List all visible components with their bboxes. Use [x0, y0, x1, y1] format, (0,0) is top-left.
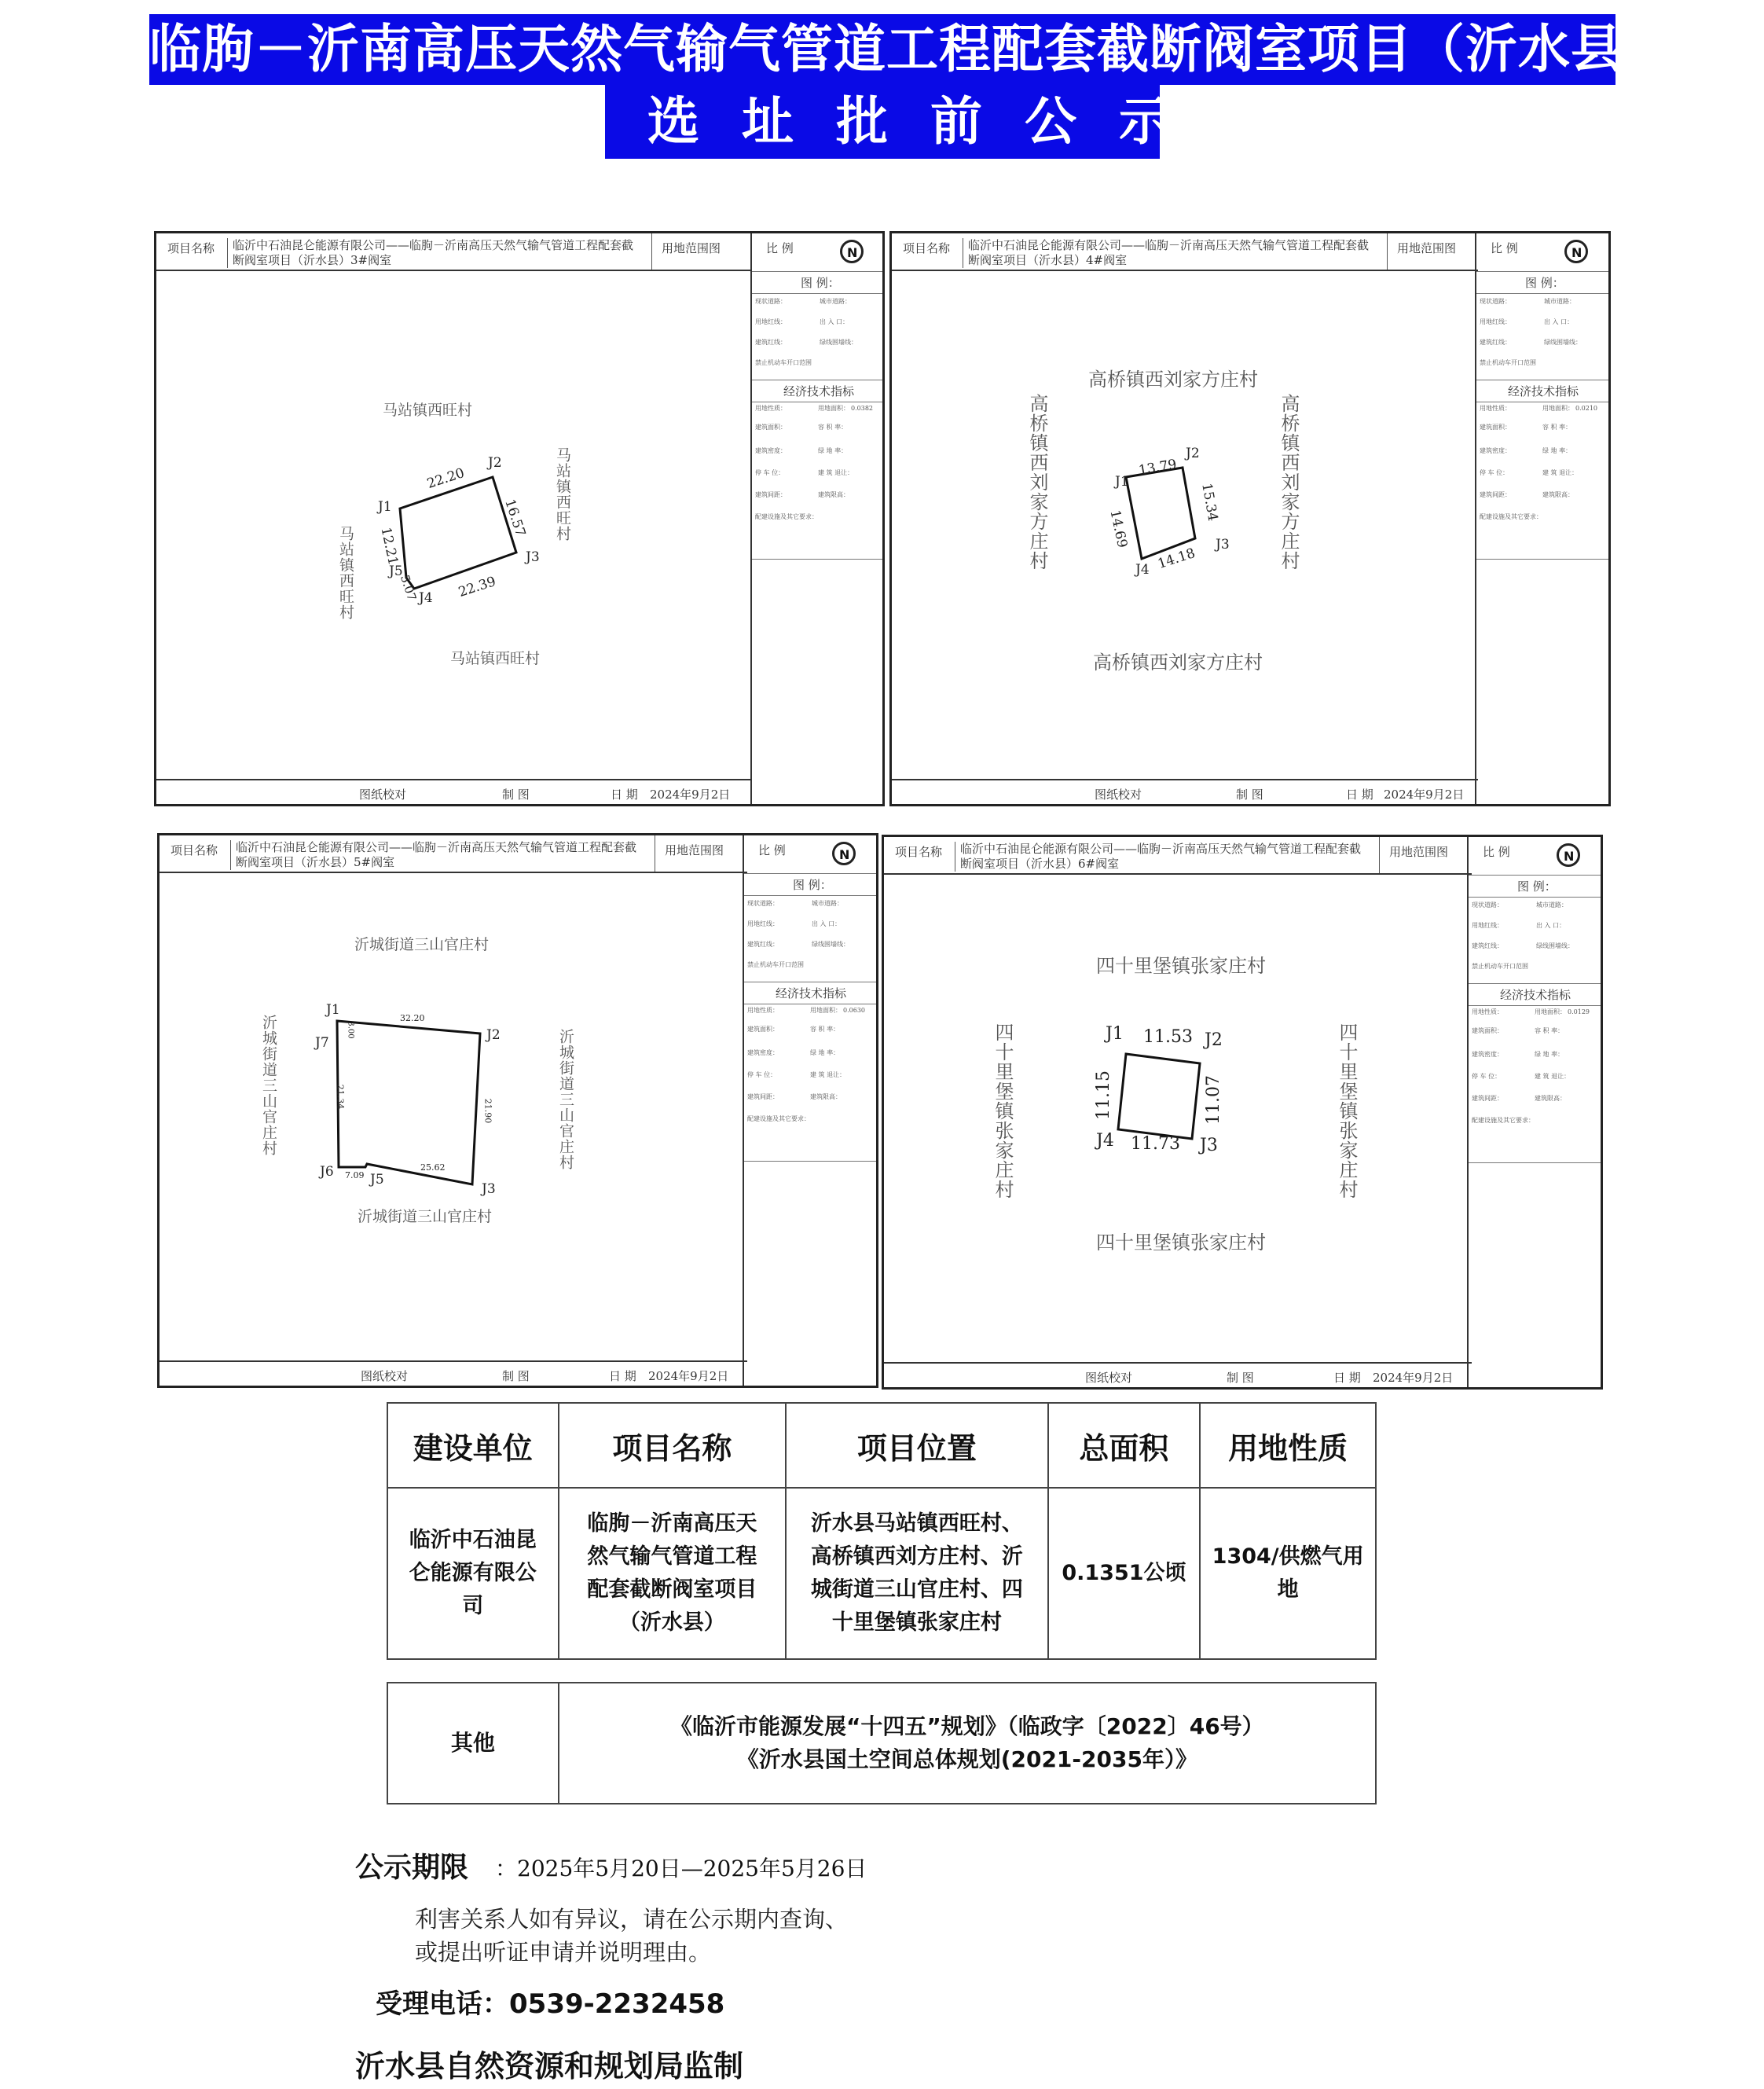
- drawing-kind: 用地范围图: [651, 233, 721, 270]
- village-label-right: 马站镇西旺村: [554, 447, 571, 542]
- site-plot: [156, 271, 752, 782]
- sheet-header: [884, 837, 1472, 875]
- north-arrow-icon: [1557, 843, 1580, 867]
- land-use-value: 1304/供燃气用地: [1200, 1488, 1376, 1659]
- edge-length: 13.79: [1137, 456, 1179, 479]
- project-text: 临朐－沂南高压天然气输气管道工程配套截断阀室项目（沂水县）: [587, 1511, 757, 1635]
- sheet-sidebar: [1467, 837, 1601, 1387]
- parcel-boundary: [884, 875, 1472, 1365]
- legend-key: 图 例：: [801, 276, 840, 290]
- point-label: J2: [486, 1027, 501, 1043]
- point-label: J4: [419, 590, 433, 606]
- sheet-project-name: 临沂中石油昆仑能源有限公司——临朐－沂南高压天然气输气管道工程配套截断阀室项目（沂水县）6#阀室: [955, 842, 1369, 872]
- village-label-bottom: 沂城街道三山官庄村: [358, 1208, 493, 1225]
- date-value: 2024年9月2日: [1373, 1371, 1454, 1385]
- indicator-item: 建筑面积：: [755, 424, 787, 431]
- legend-item: 禁止机动车开口范围: [1472, 963, 1528, 970]
- legend-item: 建筑红线：: [1472, 942, 1503, 949]
- sheet-footer: [156, 779, 752, 804]
- legend-item: 绿线围墙线：: [1544, 339, 1582, 346]
- legend-item: 出 入 口：: [1544, 318, 1574, 325]
- area-value: 0.0630: [843, 1007, 865, 1014]
- village-label-top: 沂城街道三山官庄村: [354, 936, 490, 953]
- village-label-right: 四十里堡镇张家庄村: [1336, 1022, 1358, 1199]
- edge-length: 11.73: [1131, 1134, 1180, 1154]
- date-value: 2024年9月2日: [650, 788, 731, 802]
- indicator-item: 建筑面积：: [1472, 1027, 1503, 1034]
- indicator-item: 停 车 位：: [747, 1071, 777, 1078]
- sheet-header: [892, 233, 1478, 271]
- legend-item: 现状道路：: [747, 900, 779, 907]
- edge-length: 15.34: [1198, 482, 1221, 523]
- village-label-bottom: 四十里堡镇张家庄村: [1096, 1232, 1266, 1254]
- legend-key: 图 例：: [1525, 276, 1564, 290]
- sheet-sidebar: [750, 233, 882, 804]
- point-label: J7: [315, 1035, 329, 1051]
- area-value: 0.0382: [851, 405, 873, 412]
- header-builder: 建设单位: [387, 1403, 559, 1488]
- village-label-right: 高桥镇西刘家方庄村: [1278, 394, 1300, 571]
- point-label: J3: [482, 1181, 496, 1197]
- draw-key: 制 图: [1227, 1371, 1254, 1385]
- map-sheet-5: [157, 833, 878, 1388]
- indicator-item: 建筑密度：: [755, 447, 787, 454]
- indicator-item: 建 筑 退让：: [1542, 469, 1579, 476]
- indicator-item: 用地面积：: [810, 1007, 842, 1014]
- other-label: 其他: [387, 1683, 559, 1804]
- edge-length: 11.07: [1203, 1075, 1223, 1125]
- edge-length: 12.21: [377, 526, 402, 567]
- date-value: 2024年9月2日: [648, 1369, 729, 1383]
- indicator-item: 配建设施及其它要求：: [755, 513, 818, 520]
- point-label: J3: [1216, 537, 1230, 553]
- indicator-item: 建筑面积：: [747, 1026, 779, 1033]
- legend-item: 现状道路：: [1472, 901, 1503, 909]
- notice-subtitle: 选址批前公示: [605, 85, 1160, 159]
- check-key: 图纸校对: [361, 1369, 409, 1383]
- legend-item: 城市道路：: [1536, 901, 1568, 909]
- draw-key: 制 图: [502, 1369, 530, 1383]
- point-label: J5: [370, 1172, 384, 1188]
- indicator-item: 建筑限高：: [1542, 491, 1574, 498]
- project-name-key: 项目名称: [171, 843, 218, 857]
- period-value: ：2025年5月20日—2025年5月26日: [495, 1856, 867, 1882]
- legend-item: 建筑红线：: [755, 339, 787, 346]
- indicator-item: 绿 地 率：: [810, 1049, 840, 1056]
- sheet-header: [156, 233, 752, 271]
- indicator-item: 建筑间距：: [1480, 491, 1511, 498]
- point-label: J6: [320, 1164, 334, 1180]
- legend-item: 禁止机动车开口范围: [755, 359, 812, 366]
- header-area: 总面积: [1048, 1403, 1201, 1488]
- builder-text: 临沂中石油昆仑能源有限公司: [409, 1528, 537, 1618]
- legend-item: 绿线围墙线：: [1536, 942, 1574, 949]
- edge-length: 14.69: [1106, 508, 1131, 549]
- indicator-item: 容 积 率：: [810, 1026, 840, 1033]
- basis-line-1: 《临沂市能源发展“十四五”规划》（临政字〔2022〕46号）: [669, 1713, 1264, 1739]
- location-text: 沂水县马站镇西旺村、高桥镇西刘方庄村、沂城街道三山官庄村、四十里堡镇张家庄村: [810, 1511, 1023, 1635]
- village-label-bottom: 马站镇西旺村: [450, 650, 541, 667]
- legend-item: 出 入 口：: [820, 318, 849, 325]
- project-value: [559, 1488, 787, 1659]
- edge-length: 14.18: [1156, 545, 1197, 573]
- draw-key: 制 图: [1236, 788, 1263, 802]
- edge-length: 3.00: [346, 1021, 355, 1039]
- point-label: J2: [1186, 446, 1200, 461]
- objection-text-2: 或提出听证申请并说明理由。: [415, 1939, 712, 1966]
- village-label-left: 马站镇西旺村: [337, 526, 354, 620]
- legend-item: 城市道路：: [1544, 298, 1575, 305]
- date-key: 日 期: [611, 788, 638, 802]
- edge-length: 22.20: [425, 464, 467, 493]
- indicators-key: 经济技术指标: [1508, 384, 1579, 398]
- indicator-item: 绿 地 率：: [1542, 447, 1572, 454]
- other-basis-table: [387, 1682, 1377, 1804]
- edge-length: 21.34: [335, 1084, 346, 1110]
- point-label: J2: [488, 455, 502, 471]
- period-label: 公示期限: [355, 1852, 469, 1884]
- edge-length: 21.90: [482, 1098, 493, 1124]
- indicator-item: 建 筑 退让：: [818, 469, 854, 476]
- drawing-kind: 用地范围图: [655, 835, 724, 872]
- indicators-key: 经济技术指标: [783, 384, 855, 398]
- indicator-item: 容 积 率：: [818, 424, 848, 431]
- header-land-use: 用地性质: [1200, 1403, 1376, 1488]
- sheet-project-name: 临沂中石油昆仑能源有限公司——临朐－沂南高压天然气输气管道工程配套截断阀室项目（沂水县）4#阀室: [963, 238, 1377, 268]
- legend-item: 禁止机动车开口范围: [1480, 359, 1536, 366]
- indicator-item: 停 车 位：: [755, 469, 785, 476]
- contact-phone: 受理电话：0539-2232458: [376, 1988, 725, 2020]
- point-label: J1: [378, 499, 392, 515]
- edge-length: 25.62: [420, 1162, 446, 1173]
- legend-key: 图 例：: [1517, 879, 1557, 894]
- edge-length: 16.57: [501, 497, 529, 539]
- north-arrow-icon: [1564, 240, 1588, 263]
- date-key: 日 期: [1346, 788, 1373, 802]
- sheet-footer: [892, 779, 1478, 804]
- indicator-item: 容 积 率：: [1542, 424, 1572, 431]
- project-name-key: 项目名称: [903, 241, 951, 255]
- date-key: 日 期: [1333, 1371, 1361, 1385]
- indicators-key: 经济技术指标: [1500, 988, 1571, 1002]
- indicator-item: 用地面积：: [818, 405, 849, 412]
- drawing-kind: 用地范围图: [1387, 233, 1456, 270]
- check-key: 图纸校对: [1085, 1371, 1133, 1385]
- basis-line-2: 《沂水县国土空间总体规划(2021-2035年）》: [736, 1746, 1197, 1772]
- legend-item: 用地红线：: [747, 920, 779, 927]
- sheet-sidebar: [1475, 233, 1608, 804]
- point-label: J1: [1106, 1024, 1124, 1044]
- indicator-item: 容 积 率：: [1535, 1027, 1564, 1034]
- header-location: 项目位置: [786, 1403, 1047, 1488]
- map-sheet-3: [154, 231, 885, 806]
- village-label-left: 沂城街道三山官庄村: [260, 1015, 277, 1156]
- legend-item: 城市道路：: [820, 298, 851, 305]
- legend-item: 用地红线：: [1480, 318, 1511, 325]
- legend-item: 绿线围墙线：: [812, 941, 849, 948]
- village-label-top: 马站镇西旺村: [383, 402, 473, 419]
- indicator-item: 绿 地 率：: [818, 447, 848, 454]
- sheet-project-name: 临沂中石油昆仑能源有限公司——临朐－沂南高压天然气输气管道工程配套截断阀室项目（沂水县）3#阀室: [227, 238, 641, 268]
- indicators-key: 经济技术指标: [776, 986, 847, 1000]
- north-arrow-icon: [840, 240, 864, 263]
- legend-item: 建筑红线：: [747, 941, 779, 948]
- indicator-item: 建筑限高：: [810, 1093, 842, 1100]
- location-value: [786, 1488, 1047, 1659]
- indicator-item: 建筑密度：: [1472, 1051, 1503, 1058]
- village-label-bottom: 高桥镇西刘家方庄村: [1093, 652, 1263, 674]
- map-sheet-6: [882, 835, 1603, 1390]
- edge-length: 32.20: [400, 1013, 425, 1023]
- edge-length: 22.39: [457, 573, 498, 601]
- check-key: 图纸校对: [1095, 788, 1142, 802]
- scale-key: 比 例: [1491, 241, 1518, 255]
- indicator-item: 建筑限高：: [1535, 1095, 1566, 1102]
- parcel-boundary: [892, 271, 1478, 782]
- point-label: J3: [526, 549, 540, 565]
- project-info-table: [387, 1402, 1377, 1660]
- point-label: J5: [389, 564, 403, 579]
- indicator-item: 建筑密度：: [747, 1049, 779, 1056]
- site-plot: [884, 875, 1472, 1365]
- indicator-item: 用地面积：: [1535, 1008, 1566, 1015]
- legend-item: 用地红线：: [1472, 922, 1503, 929]
- legend-item: 出 入 口：: [1536, 922, 1566, 929]
- legend-item: 现状道路：: [755, 298, 787, 305]
- indicator-item: 建 筑 退让：: [810, 1071, 846, 1078]
- point-label: J1: [326, 1002, 340, 1018]
- indicator-item: 建筑间距：: [755, 491, 787, 498]
- point-label: J1: [1115, 474, 1129, 490]
- indicator-item: 配建设施及其它要求：: [1480, 513, 1542, 520]
- indicator-item: 用地性质：: [1472, 1008, 1503, 1015]
- indicator-item: 建筑面积：: [1480, 424, 1511, 431]
- indicator-item: 绿 地 率：: [1535, 1051, 1564, 1058]
- indicator-item: 用地性质：: [755, 405, 787, 412]
- indicator-item: 建筑间距：: [1472, 1095, 1503, 1102]
- north-arrow-icon: [832, 842, 856, 865]
- sheet-header: [160, 835, 747, 873]
- notice-title: 临朐－沂南高压天然气输气管道工程配套截断阀室项目（沂水县）: [149, 14, 1615, 85]
- builder-value: [387, 1488, 559, 1659]
- area-value: 0.1351公顷: [1048, 1488, 1201, 1659]
- indicator-item: 用地面积：: [1542, 405, 1574, 412]
- village-label-left: 高桥镇西刘家方庄村: [1026, 394, 1048, 571]
- sheet-footer: [884, 1362, 1472, 1387]
- edge-length: 11.15: [1093, 1070, 1113, 1120]
- area-value: 0.0129: [1568, 1008, 1590, 1015]
- scale-key: 比 例: [766, 241, 794, 255]
- other-basis: [559, 1683, 1376, 1804]
- area-value: 0.0210: [1575, 405, 1597, 412]
- indicator-item: 用地性质：: [1480, 405, 1511, 412]
- legend-item: 现状道路：: [1480, 298, 1511, 305]
- point-label: J4: [1135, 562, 1150, 578]
- indicator-item: 停 车 位：: [1472, 1073, 1502, 1080]
- drawing-kind: 用地范围图: [1379, 837, 1448, 873]
- project-name-key: 项目名称: [167, 241, 215, 255]
- edge-length: 7.09: [345, 1170, 365, 1180]
- village-label-right: 沂城街道三山官庄村: [557, 1029, 574, 1170]
- legend-item: 禁止机动车开口范围: [747, 961, 804, 968]
- legend-item: 城市道路：: [812, 900, 843, 907]
- village-label-top: 四十里堡镇张家庄村: [1096, 955, 1266, 977]
- header-project: 项目名称: [559, 1403, 787, 1488]
- indicator-item: 建 筑 退让：: [1535, 1073, 1571, 1080]
- site-plot: [892, 271, 1478, 782]
- indicator-item: 用地性质：: [747, 1007, 779, 1014]
- date-key: 日 期: [609, 1369, 636, 1383]
- sheet-footer: [160, 1360, 747, 1386]
- objection-text-1: 利害关系人如有异议，请在公示期内查询、: [415, 1906, 849, 1933]
- indicator-item: 停 车 位：: [1480, 469, 1509, 476]
- edge-length: 11.53: [1143, 1027, 1193, 1047]
- village-label-left: 四十里堡镇张家庄村: [992, 1022, 1014, 1199]
- parcel-boundary: [160, 873, 747, 1364]
- sheet-project-name: 临沂中石油昆仑能源有限公司——临朐－沂南高压天然气输气管道工程配套截断阀室项目（沂水县）5#阀室: [230, 840, 644, 870]
- map-sheet-4: [889, 231, 1611, 806]
- legend-key: 图 例：: [793, 878, 832, 892]
- point-label: J2: [1205, 1030, 1223, 1050]
- village-label-top: 高桥镇西刘家方庄村: [1088, 369, 1258, 391]
- check-key: 图纸校对: [359, 788, 407, 802]
- legend-item: 用地红线：: [755, 318, 787, 325]
- date-value: 2024年9月2日: [1384, 788, 1465, 802]
- scale-key: 比 例: [1483, 845, 1510, 859]
- legend-item: 绿线围墙线：: [820, 339, 857, 346]
- point-label: J3: [1200, 1136, 1218, 1155]
- sheet-sidebar: [743, 835, 876, 1386]
- indicator-item: 配建设施及其它要求：: [747, 1115, 810, 1122]
- legend-item: 建筑红线：: [1480, 339, 1511, 346]
- supervisor-agency: 沂水县自然资源和规划局监制: [355, 2049, 744, 2083]
- indicator-item: 配建设施及其它要求：: [1472, 1117, 1535, 1124]
- edge-length: 5.07: [397, 573, 420, 603]
- project-name-key: 项目名称: [895, 845, 943, 859]
- indicator-item: 建筑间距：: [747, 1093, 779, 1100]
- indicator-item: 建筑密度：: [1480, 447, 1511, 454]
- site-plot: [160, 873, 747, 1364]
- scale-key: 比 例: [758, 843, 786, 857]
- legend-item: 出 入 口：: [812, 920, 842, 927]
- indicator-item: 建筑限高：: [818, 491, 849, 498]
- point-label: J4: [1096, 1131, 1114, 1151]
- draw-key: 制 图: [502, 788, 530, 802]
- parcel-boundary: [156, 271, 752, 782]
